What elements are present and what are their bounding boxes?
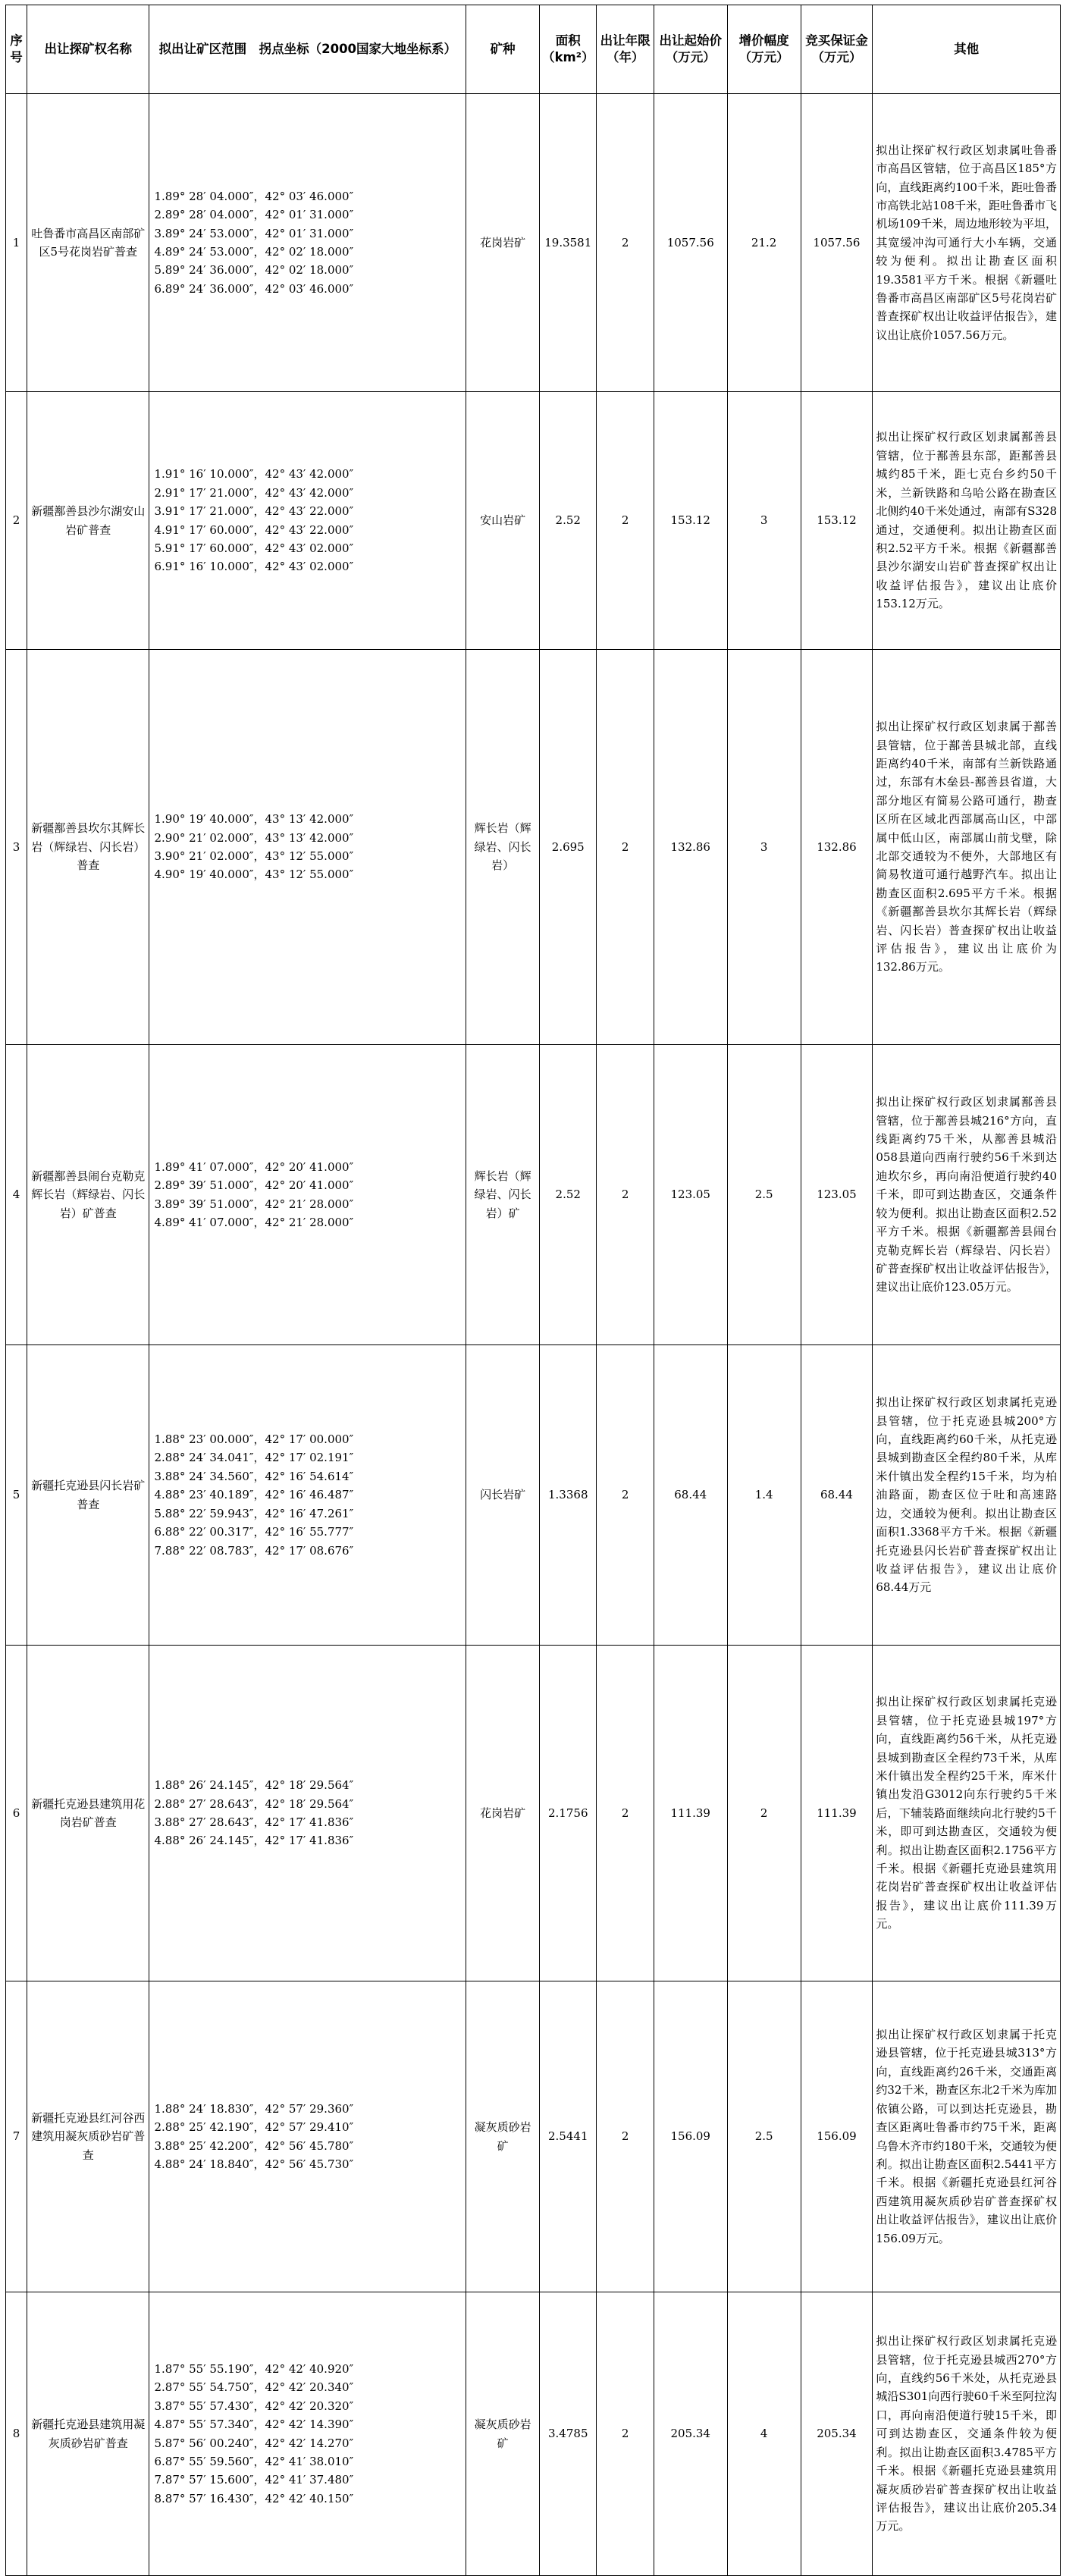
cell-seq: 2 xyxy=(6,392,27,650)
cell-start-price: 68.44 xyxy=(654,1345,727,1646)
cell-other: 拟出让探矿权行政区划隶属鄯善县管辖，位于鄯善县东部，距鄯善县城约85千米，距七克台乡约50千米，兰新铁路和乌哈公路在勘查区北侧约40千米处通过，南部有S328通过，交通便利。拟出让勘查区面积2.52平方千米。根据《新疆鄯善县沙尔湖安山岩矿普查探矿权出让收益评估报告》，建议出让底价153.12万元。 xyxy=(873,392,1061,650)
cell-term: 2 xyxy=(597,1345,654,1646)
cell-area: 2.695 xyxy=(540,650,597,1045)
cell-increment: 2 xyxy=(727,1646,801,1981)
cell-deposit: 123.05 xyxy=(801,1045,873,1345)
cell-seq: 1 xyxy=(6,94,27,392)
cell-name: 新疆托克逊县建筑用凝灰质砂岩矿普查 xyxy=(27,2292,149,2576)
cell-seq: 6 xyxy=(6,1646,27,1981)
cell-coords xyxy=(149,392,466,650)
coord-line: 4.89° 24′ 53.000″，42° 02′ 18.000″ xyxy=(154,245,354,259)
coord-line: 1.89° 28′ 04.000″，42° 03′ 46.000″ xyxy=(154,189,354,203)
cell-other: 拟出让探矿权行政区划隶属托克逊县管辖，位于托克逊县城200°方向，直线距离约60千米，从托克逊县城到勘查区全程约80千米，从库米什镇出发全程约15千米，均为柏油路面，勘查区位于吐和高速路边，交通较为便利。拟出让勘查区面积1.3368平方千米。根据《新疆托克逊县闪长岩矿普查探矿权出让收益评估报告》，建议出让底价68.44万元 xyxy=(873,1345,1061,1646)
cell-other: 拟出让探矿权行政区划隶属托克逊县管辖，位于托克逊县城西270°方向，直线约56千米处，从托克逊县城沿S301向西行驶60千米至阿拉沟口，再向南沿便道行驶15千米，即可到达勘查区，交通条件较为便利。拟出让勘查区面积3.4785平方千米。根据《新疆托克逊县建筑用凝灰质砂岩矿普查探矿权出让收益评估报告》，建议出让底价205.34万元。 xyxy=(873,2292,1061,2576)
cell-increment: 3 xyxy=(727,650,801,1045)
mining-rights-table xyxy=(5,5,1061,2576)
coord-line: 3.91° 17′ 21.000″，42° 43′ 22.000″ xyxy=(154,504,354,519)
cell-deposit: 1057.56 xyxy=(801,94,873,392)
cell-deposit: 111.39 xyxy=(801,1646,873,1981)
cell-seq: 7 xyxy=(6,1981,27,2292)
coord-line: 1.88° 23′ 00.000″，42° 17′ 00.000″ xyxy=(154,1432,354,1447)
table-row xyxy=(6,650,1061,1045)
coord-line: 2.88° 25′ 42.190″，42° 57′ 29.410″ xyxy=(154,2120,354,2135)
header-mineral: 矿种 xyxy=(466,5,540,94)
coord-line: 6.87° 55′ 59.560″，42° 41′ 38.010″ xyxy=(154,2454,354,2468)
coord-line: 7.87° 57′ 15.600″，42° 41′ 37.480″ xyxy=(154,2473,354,2487)
cell-name: 新疆托克逊县闪长岩矿普查 xyxy=(27,1345,149,1646)
coord-line: 4.91° 17′ 60.000″，42° 43′ 22.000″ xyxy=(154,522,354,537)
coord-line: 4.88° 24′ 18.840″，42° 56′ 45.730″ xyxy=(154,2157,354,2171)
coord-line: 3.88° 27′ 28.643″，42° 17′ 41.836″ xyxy=(154,1815,354,1829)
cell-mineral: 花岗岩矿 xyxy=(466,94,540,392)
cell-increment: 2.5 xyxy=(727,1045,801,1345)
cell-seq: 8 xyxy=(6,2292,27,2576)
cell-increment: 3 xyxy=(727,392,801,650)
coord-line: 5.89° 24′ 36.000″，42° 02′ 18.000″ xyxy=(154,263,354,278)
coord-line: 3.88° 25′ 42.200″，42° 56′ 45.780″ xyxy=(154,2138,354,2153)
coord-line: 2.88° 27′ 28.643″，42° 18′ 29.564″ xyxy=(154,1796,354,1811)
cell-seq: 3 xyxy=(6,650,27,1045)
cell-coords xyxy=(149,94,466,392)
coord-line: 1.87° 55′ 55.190″，42° 42′ 40.920″ xyxy=(154,2361,354,2376)
table-row xyxy=(6,1646,1061,1981)
cell-name: 吐鲁番市高昌区南部矿区5号花岗岩矿普查 xyxy=(27,94,149,392)
coord-line: 5.87° 56′ 00.240″，42° 42′ 14.270″ xyxy=(154,2436,354,2450)
cell-start-price: 1057.56 xyxy=(654,94,727,392)
cell-seq: 5 xyxy=(6,1345,27,1646)
table-row xyxy=(6,392,1061,650)
cell-mineral: 安山岩矿 xyxy=(466,392,540,650)
cell-deposit: 132.86 xyxy=(801,650,873,1045)
cell-start-price: 205.34 xyxy=(654,2292,727,2576)
cell-term: 2 xyxy=(597,650,654,1045)
coord-line: 6.88° 22′ 00.317″，42° 16′ 55.777″ xyxy=(154,1525,354,1539)
table-row xyxy=(6,2292,1061,2576)
header-term: 出让年限（年） xyxy=(597,5,654,94)
cell-other: 拟出让探矿权行政区划隶属托克逊县管辖，位于托克逊县城197°方向，直线距离约56千米，从托克逊县城到勘查区全程约73千米，从库米什镇出发全程约25千米，库米什镇出发沿G3012向东行驶约5千米后，下辅装路面继续向北行驶约5千米，即可到达勘查区，交通较为便利。拟出让勘查区面积2.1756平方千米。根据《新疆托克逊县建筑用花岗岩矿普查探矿权出让收益评估报告》，建议出让底价111.39万元。 xyxy=(873,1646,1061,1981)
coord-line: 6.91° 16′ 10.000″，42° 43′ 02.000″ xyxy=(154,560,354,574)
cell-mineral: 闪长岩矿 xyxy=(466,1345,540,1646)
header-area: 面积（km²） xyxy=(540,5,597,94)
cell-start-price: 132.86 xyxy=(654,650,727,1045)
coord-line: 4.87° 55′ 57.340″，42° 42′ 14.390″ xyxy=(154,2418,354,2432)
cell-mineral: 花岗岩矿 xyxy=(466,1646,540,1981)
cell-deposit: 205.34 xyxy=(801,2292,873,2576)
header-coords: 拟出让矿区范围 拐点坐标（2000国家大地坐标系） xyxy=(149,5,466,94)
cell-other: 拟出让探矿权行政区划隶属于托克逊县管辖，位于托克逊县城313°方向，直线距离约26千米，交通距离约32千米，勘查区东北2千米为库加依镇公路，可以到达托克逊县，勘查区距离吐鲁番市约75千米，距离乌鲁木齐市约180千米，交通较为便利。拟出让勘查区面积2.5441平方千米。根据《新疆托克逊县红河谷西建筑用凝灰质砂岩矿普查探矿权出让收益评估报告》，建议出让底价156.09万元。 xyxy=(873,1981,1061,2292)
header-name: 出让探矿权名称 xyxy=(27,5,149,94)
coord-line: 3.90° 21′ 02.000″，43° 12′ 55.000″ xyxy=(154,849,354,863)
coord-line: 4.89° 41′ 07.000″，42° 21′ 28.000″ xyxy=(154,1215,354,1229)
cell-coords xyxy=(149,1045,466,1345)
cell-coords xyxy=(149,2292,466,2576)
header-increment: 增价幅度（万元） xyxy=(727,5,801,94)
cell-increment: 4 xyxy=(727,2292,801,2576)
coord-line: 7.88° 22′ 08.783″，42° 17′ 08.676″ xyxy=(154,1543,354,1558)
cell-area: 3.4785 xyxy=(540,2292,597,2576)
cell-name: 新疆鄯善县闹台克勒克辉长岩（辉绿岩、闪长岩）矿普查 xyxy=(27,1045,149,1345)
cell-other: 拟出让探矿权行政区划隶属于鄯善县管辖，位于鄯善县城北部，直线距离约40千米，南部有兰新铁路通过，东部有木垒县-鄯善县省道，大部分地区有简易公路可通行，勘查区所在区域北西部属高山区，中部属中低山区，南部属山前戈壁，除北部交通较为不便外，大部地区有简易牧道可通行越野汽车。拟出让勘查区面积2.695平方千米。根据《新疆鄯善县坎尔其辉长岩（辉绿岩、闪长岩）普查探矿权出让收益评估报告》，建议出让底价为132.86万元。 xyxy=(873,650,1061,1045)
coord-line: 1.89° 41′ 07.000″，42° 20′ 41.000″ xyxy=(154,1159,354,1174)
coord-line: 1.88° 24′ 18.830″，42° 57′ 29.360″ xyxy=(154,2101,354,2116)
cell-term: 2 xyxy=(597,1981,654,2292)
coord-line: 2.89° 39′ 51.000″，42° 20′ 41.000″ xyxy=(154,1178,354,1193)
cell-area: 2.52 xyxy=(540,392,597,650)
coord-line: 2.89° 28′ 04.000″，42° 01′ 31.000″ xyxy=(154,208,354,222)
cell-name: 新疆托克逊县建筑用花岗岩矿普查 xyxy=(27,1646,149,1981)
cell-mineral: 凝灰质砂岩矿 xyxy=(466,2292,540,2576)
cell-mineral: 辉长岩（辉绿岩、闪长岩）矿 xyxy=(466,1045,540,1345)
cell-term: 2 xyxy=(597,392,654,650)
coord-line: 8.87° 57′ 16.430″，42° 42′ 40.150″ xyxy=(154,2491,354,2505)
cell-other: 拟出让探矿权行政区划隶属鄯善县管辖，位于鄯善县城216°方向，直线距离约75千米，从鄯善县城沿058县道向西南行驶约56千米到达迪坎尔乡，再向南沿便道行驶约40千米，即可到达勘查区，交通条件较为便利。拟出让勘查区面积2.52平方千米。根据《新疆鄯善县闹台克勒克辉长岩（辉绿岩、闪长岩）矿普查探矿权出让收益评估报告》，建议出让底价123.05万元。 xyxy=(873,1045,1061,1345)
cell-term: 2 xyxy=(597,1646,654,1981)
cell-coords xyxy=(149,650,466,1045)
coord-line: 2.88° 24′ 34.041″，42° 17′ 02.191″ xyxy=(154,1451,354,1465)
header-other: 其他 xyxy=(873,5,1061,94)
coord-line: 2.87° 55′ 54.750″，42° 42′ 20.340″ xyxy=(154,2380,354,2395)
cell-increment: 21.2 xyxy=(727,94,801,392)
cell-term: 2 xyxy=(597,2292,654,2576)
table-row xyxy=(6,1981,1061,2292)
cell-term: 2 xyxy=(597,1045,654,1345)
table-header-row xyxy=(6,5,1061,94)
coord-line: 4.88° 23′ 40.189″，42° 16′ 46.487″ xyxy=(154,1488,354,1502)
coord-line: 6.89° 24′ 36.000″，42° 03′ 46.000″ xyxy=(154,281,354,296)
cell-mineral: 辉长岩（辉绿岩、闪长岩） xyxy=(466,650,540,1045)
cell-term: 2 xyxy=(597,94,654,392)
coord-line: 3.88° 24′ 34.560″，42° 16′ 54.614″ xyxy=(154,1469,354,1483)
coord-line: 2.90° 21′ 02.000″，43° 13′ 42.000″ xyxy=(154,830,354,845)
coord-line: 2.91° 17′ 21.000″，42° 43′ 42.000″ xyxy=(154,485,354,500)
coord-line: 5.88° 22′ 59.943″，42° 16′ 47.261″ xyxy=(154,1506,354,1520)
cell-start-price: 156.09 xyxy=(654,1981,727,2292)
cell-name: 新疆鄯善县沙尔湖安山岩矿普查 xyxy=(27,392,149,650)
table-row xyxy=(6,1345,1061,1646)
coord-line: 1.88° 26′ 24.145″，42° 18′ 29.564″ xyxy=(154,1778,354,1793)
header-deposit: 竞买保证金（万元） xyxy=(801,5,873,94)
cell-name: 新疆托克逊县红河谷西建筑用凝灰质砂岩矿普查 xyxy=(27,1981,149,2292)
cell-deposit: 156.09 xyxy=(801,1981,873,2292)
cell-coords xyxy=(149,1981,466,2292)
table-row xyxy=(6,94,1061,392)
coord-line: 4.88° 26′ 24.145″，42° 17′ 41.836″ xyxy=(154,1834,354,1848)
cell-mineral: 凝灰质砂岩矿 xyxy=(466,1981,540,2292)
cell-start-price: 111.39 xyxy=(654,1646,727,1981)
cell-name: 新疆鄯善县坎尔其辉长岩（辉绿岩、闪长岩）普查 xyxy=(27,650,149,1045)
cell-coords xyxy=(149,1345,466,1646)
coord-line: 4.90° 19′ 40.000″，43° 12′ 55.000″ xyxy=(154,868,354,882)
coord-line: 1.91° 16′ 10.000″，42° 43′ 42.000″ xyxy=(154,467,354,482)
coord-line: 1.90° 19′ 40.000″，43° 13′ 42.000″ xyxy=(154,812,354,827)
coord-line: 5.91° 17′ 60.000″，42° 43′ 02.000″ xyxy=(154,541,354,555)
cell-increment: 1.4 xyxy=(727,1345,801,1646)
cell-coords xyxy=(149,1646,466,1981)
cell-deposit: 68.44 xyxy=(801,1345,873,1646)
cell-increment: 2.5 xyxy=(727,1981,801,2292)
header-seq: 序号 xyxy=(6,5,27,94)
coord-line: 3.89° 24′ 53.000″，42° 01′ 31.000″ xyxy=(154,226,354,240)
cell-deposit: 153.12 xyxy=(801,392,873,650)
cell-area: 2.5441 xyxy=(540,1981,597,2292)
cell-area: 1.3368 xyxy=(540,1345,597,1646)
cell-start-price: 123.05 xyxy=(654,1045,727,1345)
cell-seq: 4 xyxy=(6,1045,27,1345)
cell-other: 拟出让探矿权行政区划隶属吐鲁番市高昌区管辖，位于高昌区185°方向，直线距离约100千米，距吐鲁番市高铁北站108千米，距吐鲁番市飞机场109千米，周边地形较为平坦，其宽缓冲沟可通行大小车辆，交通较为便利。拟出让勘查区面积19.3581平方千米。根据《新疆吐鲁番市高昌区南部矿区5号花岗岩矿普查探矿权出让收益评估报告》，建议出让底价1057.56万元。 xyxy=(873,94,1061,392)
table-row xyxy=(6,1045,1061,1345)
coord-line: 3.89° 39′ 51.000″，42° 21′ 28.000″ xyxy=(154,1197,354,1211)
cell-start-price: 153.12 xyxy=(654,392,727,650)
cell-area: 2.1756 xyxy=(540,1646,597,1981)
cell-area: 2.52 xyxy=(540,1045,597,1345)
cell-area: 19.3581 xyxy=(540,94,597,392)
header-start-price: 出让起始价（万元） xyxy=(654,5,727,94)
coord-line: 3.87° 55′ 57.430″，42° 42′ 20.320″ xyxy=(154,2399,354,2413)
